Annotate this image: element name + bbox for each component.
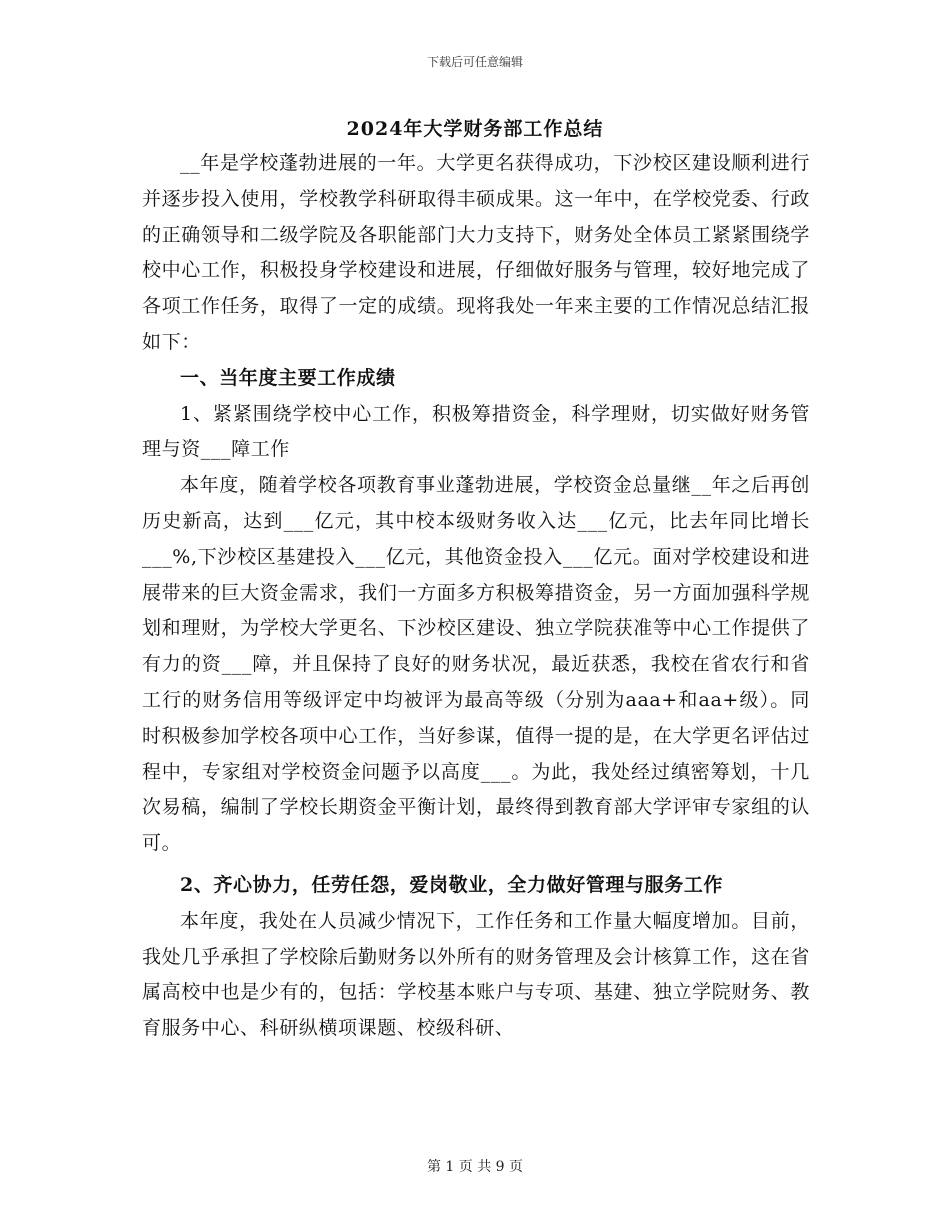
document-body [142, 146, 810, 1047]
header-note: 下载后可任意编辑 [426, 55, 523, 69]
item-2-body: 本年度，我处在人员减少情况下，工作任务和工作量大幅度增加。目前，我处几乎承担了学校除后勤财务以外所有的财务管理及会计核算工作，这在省属高校中也是少有的，包括：学校基本账户与专项、基建、独立学院财务、教育服务中心、科研纵横项课题、校级科研、 [142, 909, 810, 1040]
intro-paragraph: __年是学校蓬勃进展的一年。大学更名获得成功，下沙校区建设顺利进行并逐步投入使用，学校教学科研取得丰硕成果。这一年中，在学校党委、行政的正确领导和二级学院及各职能部门大力支持下，财务处全体员工紧紧围绕学校中心工作，积极投身学校建设和进展，仔细做好服务与管理，较好地完成了各项工作任务，取得了一定的成绩。现将我处一年来主要的工作情况总结汇报如下： [142, 152, 810, 353]
page-number: 第 1 页 共 9 页 [426, 1159, 524, 1175]
item-2-title: 2、齐心协力，任劳任怨，爱岗敬业，全力做好管理与服务工作 [180, 873, 724, 896]
document-title: 2024年大学财务部工作总结 [346, 118, 604, 140]
section-heading-1: 一、当年度主要工作成绩 [180, 366, 396, 389]
item-1-body: 本年度，随着学校各项教育事业蓬勃进展，学校资金总量继__年之后再创历史新高，达到___亿元，其中校本级财务收入达___亿元，比去年同比增长___%,下沙校区基建投入___亿元，其他资金投入___亿元。面对学校建设和进展带来的巨大资金需求，我们一方面多方积极筹措资金，另一方面加强科学规划和理财，为学校大学更名、下沙校区建设、独立学院获准等中心工作提供了有力的资___障，并且保持了良好的财务状况，最近获悉，我校在省农行和省工行的财务信用等级评定中均被评为最高等级（分别为aaa+和aa+级）。同时积极参加学校各项中心工作，当好参谋，值得一提的是，在大学更名评估过程中，专家组对学校资金问题予以高度___。为此，我处经过缜密筹划，十几次易稿，编制了学校长期资金平衡计划，最终得到教育部大学评审专家组的认可。 [142, 474, 810, 855]
item-1-title: 1、紧紧围绕学校中心工作，积极筹措资金，科学理财，切实做好财务管理与资___障工作 [142, 402, 810, 461]
